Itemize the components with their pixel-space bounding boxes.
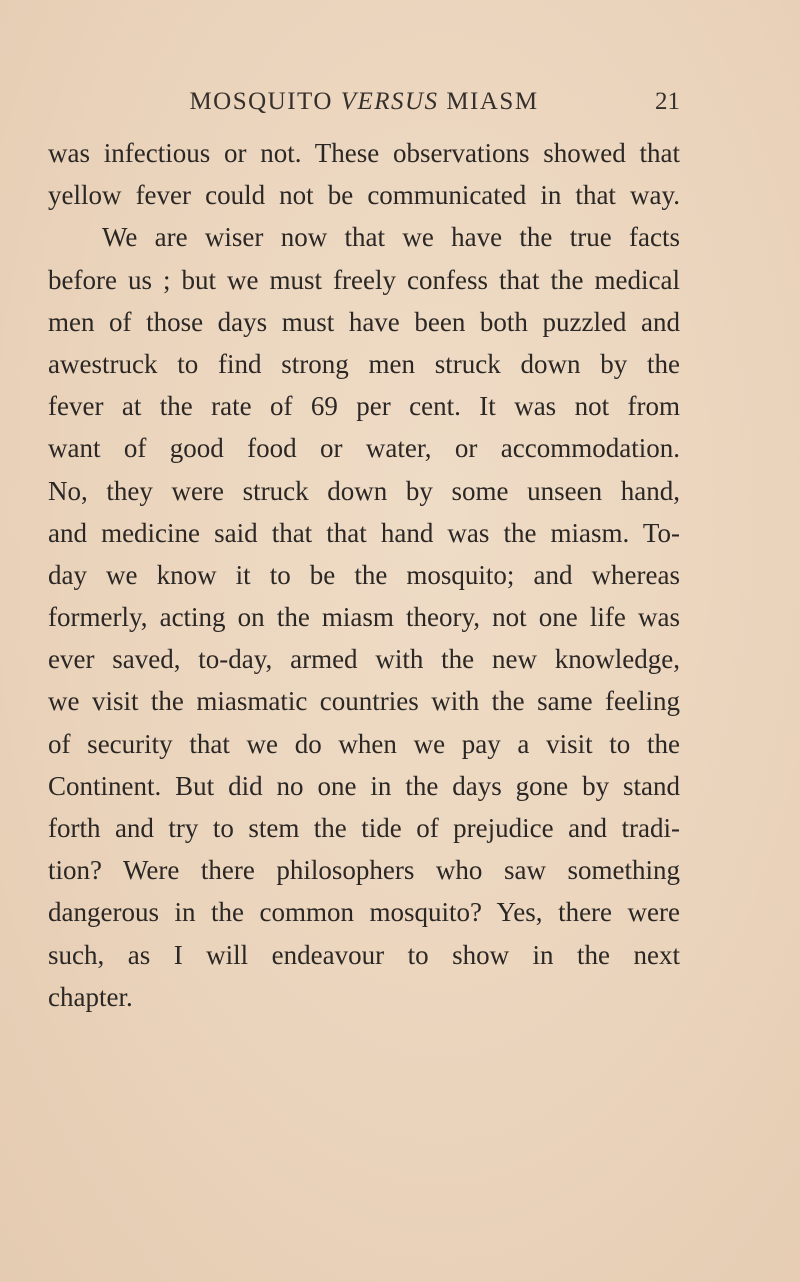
text-line: such, as I will endeavour to show in the next [48, 939, 680, 970]
text-line: men of those days must have been both puzzled and [48, 306, 680, 337]
text-line: fever at the rate of 69 per cent. It was not from [48, 391, 680, 422]
text-line: we visit the miasmatic countries with the same feeling [48, 686, 680, 717]
running-title-part-3: MIASM [438, 88, 539, 115]
text-line: No, they were struck down by some unseen hand, [48, 475, 680, 506]
running-title-part-2: VERSUS [340, 88, 439, 115]
text-line: of security that we do when we pay a visit to the [48, 728, 680, 759]
text-line: awestruck to find strong men struck down by the [48, 348, 680, 379]
text-line: day we know it to be the mosquito; and whereas [48, 559, 680, 590]
text-line: We are wiser now that we have the true facts [102, 222, 680, 253]
text-line: dangerous in the common mosquito? Yes, there were [48, 897, 680, 928]
body-text [48, 132, 680, 1018]
text-line: chapter. [48, 981, 133, 1012]
text-line: and medicine said that that hand was the miasm. To- [48, 517, 680, 548]
text-line: formerly, acting on the miasm theory, not one life was [48, 602, 680, 633]
text-line: forth and try to stem the tide of prejudice and tradi- [48, 813, 680, 843]
text-line: want of good food or water, or accommodation. [48, 433, 680, 464]
running-title-part-1: MOSQUITO [189, 88, 341, 115]
page-number: 21 [655, 88, 680, 115]
text-line: yellow fever could not be communicated in that way. [48, 180, 680, 211]
text-line: before us ; but we must freely confess that the medical [48, 264, 680, 295]
text-line: Continent. But did no one in the days gone by stand [48, 770, 680, 801]
text-line: was infectious or not. These observations showed that [48, 138, 680, 168]
text-line: tion? Were there philosophers who saw something [48, 855, 680, 886]
running-head [48, 88, 680, 124]
text-line: ever saved, to-day, armed with the new knowledge, [48, 644, 680, 675]
running-title [48, 88, 680, 116]
